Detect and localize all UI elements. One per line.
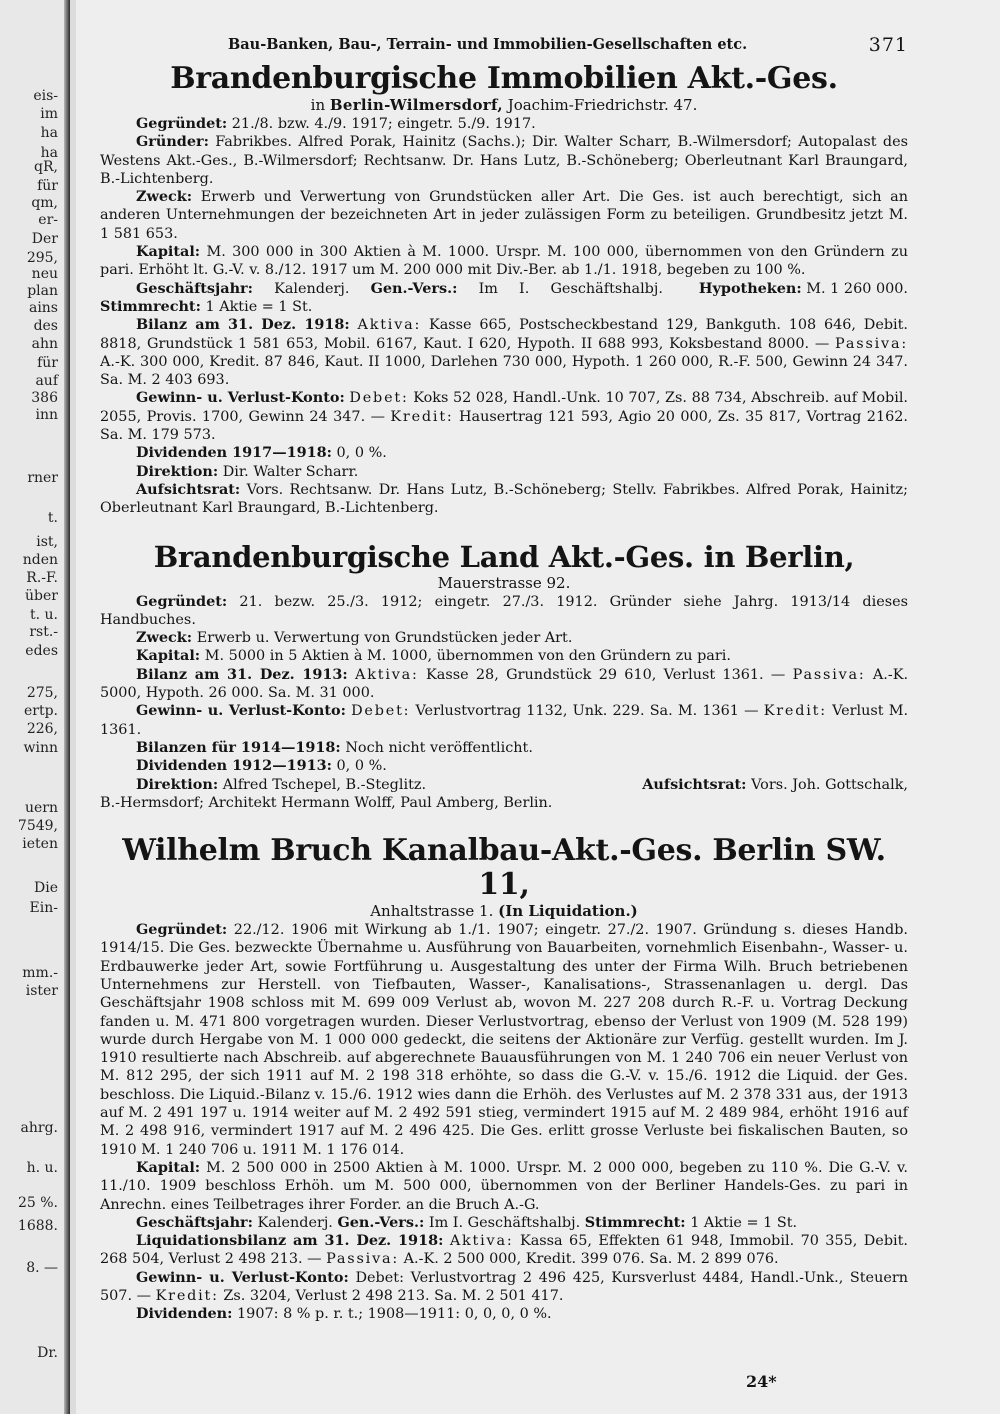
margin-fragment: qR,	[34, 159, 58, 175]
zweck-text: Erwerb und Verwertung von Grundstücken aller Art. Die Ges. ist auch berechtigt, sich an anderen Unternehmungen der bezeichneten Art in jeder zulässigen Form zu beteiligen. Grundbesitz jetzt M. 1 581 653.	[100, 189, 909, 242]
gutter-shadow	[64, 0, 70, 1414]
stimmrecht-label: Stimmrecht:	[584, 1213, 686, 1231]
genvers-text: Im I. Geschäftshalbj.	[478, 280, 663, 297]
guv-entry	[100, 1269, 908, 1306]
margin-fragment: 226,	[26, 721, 58, 737]
aufsichtsrat-entry	[642, 776, 908, 794]
geschaeftsjahr-text: Kalenderj.	[257, 1214, 333, 1231]
margin-fragment: im	[40, 106, 58, 122]
guv-entry	[100, 389, 908, 444]
margin-fragment: 7549,	[17, 818, 58, 834]
margin-fragment: edes	[25, 643, 58, 659]
dividenden-text: 0, 0 %.	[336, 758, 387, 775]
margin-fragment: 1688.	[17, 1218, 58, 1234]
dividenden-entry	[100, 757, 908, 775]
gruender-text: Fabrikbes. Alfred Porak, Hainitz (Sachs.); Dir. Walter Scharr, B.-Wilmersdorf; Autopalast des Westens Akt.-Ges., B.-Wilmersdorf; Rechtsanw. Dr. Hans Lutz, B.-Schöneberg; Oberleutnant Karl Braungard, B.-Lichtenberg.	[100, 134, 908, 187]
bilanz-entry	[100, 316, 908, 389]
direktion-text: Dir. Walter Scharr.	[222, 463, 359, 480]
aufsichtsrat-label: Aufsichtsrat:	[642, 775, 747, 793]
dividenden-label: Dividenden 1917—1918:	[136, 444, 332, 462]
dividenden-entry	[100, 1305, 908, 1323]
direktion-label: Direktion:	[136, 775, 219, 793]
margin-fragment: qm,	[31, 195, 58, 211]
company-title: Brandenburgische Land Akt.-Ges. in Berlin,	[153, 539, 855, 574]
margin-fragment: R.-F.	[26, 570, 58, 586]
margin-fragment: mm.-	[22, 965, 58, 981]
passiva-label: Passiva:	[326, 1251, 400, 1268]
guv-entry	[100, 702, 908, 739]
page-number: 371	[868, 34, 908, 56]
margin-fragment: ister	[25, 983, 58, 999]
debet-label: Debet:	[351, 703, 411, 720]
margin-fragment: ieten	[22, 836, 58, 852]
margin-fragment: 8. —	[26, 1260, 58, 1276]
company-entry-brandenburgische-land	[100, 540, 908, 813]
gegruendet-text: 21./8. bzw. 4./9. 1917; eingetr. 5./9. 1917.	[231, 116, 536, 132]
signature-mark: 24*	[746, 1372, 777, 1391]
hypotheken-label: Hypotheken:	[698, 279, 802, 297]
debet-label: Debet:	[355, 1269, 404, 1286]
zweck-entry	[100, 629, 908, 647]
guv-debet-text: Koks 52 028, Handl.-Unk. 10 707, Zs. 88 734, Abschreib. auf Mobil. 2055, Provis. 1700, Gewinn 24 347. —	[100, 390, 909, 425]
margin-fragment: Der	[31, 231, 58, 247]
hypotheken-text: M. 1 260 000.	[806, 280, 908, 297]
gegruendet-text: 21. bezw. 25./3. 1912; eingetr. 27./3. 1912. Gründer siehe Jahrg. 1913/14 dieses Handbuches.	[100, 593, 908, 628]
geschaeftsjahr-entry	[100, 1214, 908, 1232]
guv-kredit-text: Zs. 3204, Verlust 2 498 213. Sa. M. 2 501 417.	[223, 1288, 564, 1305]
margin-fragment: neu	[31, 266, 58, 282]
hypotheken-entry	[663, 280, 908, 298]
zweck-entry	[100, 188, 908, 243]
company-title: Wilhelm Bruch Kanalbau-Akt.-Ges. Berlin SW. 11,	[122, 833, 886, 903]
margin-fragment: 295,	[26, 250, 58, 266]
page	[76, 0, 1000, 1414]
margin-fragment: ha	[40, 145, 58, 161]
margin-fragment: Die	[34, 880, 58, 896]
zweck-label: Zweck:	[136, 629, 193, 647]
margin-fragment: h. u.	[26, 1160, 58, 1176]
passiva-label: Passiva:	[792, 666, 866, 683]
gegruendet-label: Gegründet:	[136, 592, 228, 610]
geschaeftsjahr-label: Geschäftsjahr:	[136, 1213, 253, 1231]
kredit-label: Kredit:	[763, 703, 827, 720]
gruender-label: Gründer:	[136, 133, 209, 151]
gegruendet-label: Gegründet:	[136, 921, 228, 939]
company-entry-brandenburgische-immobilien	[100, 62, 908, 518]
guv-kredit-text: Hausertrag 121 593, Agio 20 000, Zs. 35 817, Vortrag 2162. Sa. M. 179 573.	[100, 408, 908, 444]
company-address-line	[100, 902, 908, 921]
kapital-text: M. 2 500 000 in 2500 Aktien à M. 1000. Urspr. M. 2 000 000, begeben zu 110 %. Die G.-V. v. 11./10. 1909 beschloss Erhöh. um M. 500 000, übernommen von der Berliner Handels-Ges. zu pari in Anrechn. eines Teilbetrages ihrer Forder. an die Bruch A.-G.	[100, 1159, 908, 1213]
margin-fragment: winn	[23, 740, 58, 756]
margin-fragment: ha	[40, 125, 58, 141]
aufsichtsrat-text: Vors. Rechtsanw. Dr. Hans Lutz, B.-Schöneberg; Stellv. Fabrikbes. Alfred Porak, Hainitz; Oberleutnant Karl Braungard, B.-Lichtenberg.	[100, 481, 908, 517]
guv-debet-text: Verlustvortrag 1132, Unk. 229. Sa. M. 1361 —	[415, 703, 759, 720]
margin-fragment: 25 %.	[17, 1195, 58, 1211]
dividenden-text: 1907: 8 % p. r. t.; 1908—1911: 0, 0, 0, 0 %.	[237, 1306, 552, 1323]
margin-fragment: rner	[27, 470, 58, 486]
kredit-label: Kredit:	[155, 1288, 219, 1305]
bilanz-label: Bilanz am 31. Dez. 1918:	[136, 316, 350, 334]
direktion-entry	[100, 776, 426, 794]
bilanzen-entry	[100, 739, 908, 757]
bilanz-aktiva-text: Kasse 665, Postscheckbestand 129, Bankguth. 108 646, Debit. 8818, Grundstück 1 581 653, Mobil. 6167, Kaut. I 620, Hypoth. II 688 993, Koksbestand 8000. —	[100, 317, 909, 352]
gegruendet-entry	[100, 593, 908, 630]
genvers-label: Gen.-Vers.:	[337, 1213, 425, 1231]
margin-fragment: er-	[38, 212, 58, 228]
gruender-entry	[100, 133, 908, 188]
location-city: Berlin-Wilmersdorf,	[329, 96, 503, 114]
margin-fragment: t.	[47, 510, 58, 526]
kapital-label: Kapital:	[136, 1158, 201, 1176]
running-head	[100, 30, 908, 56]
liquidationsbilanz-label: Liquidationsbilanz am 31. Dez. 1918:	[136, 1232, 444, 1250]
stimmrecht-text: 1 Aktie = 1 St.	[205, 298, 313, 315]
aktiva-label: Aktiva:	[355, 666, 419, 683]
aufsichtsrat-label: Aufsichtsrat:	[136, 480, 241, 498]
margin-fragment: ahn	[31, 336, 58, 352]
debet-label: Debet:	[349, 390, 409, 407]
margin-fragment: plan	[27, 283, 58, 299]
genvers-text: Im I. Geschäftshalbj.	[428, 1214, 581, 1231]
margin-fragment: rst.-	[29, 624, 58, 640]
margin-fragment: für	[37, 355, 58, 371]
margin-fragment: für	[37, 178, 58, 194]
company-entry-wilhelm-bruch	[100, 834, 908, 1324]
company-title: Brandenburgische Immobilien Akt.-Ges.	[170, 61, 838, 96]
location-prefix: in	[310, 96, 326, 114]
margin-fragment: Dr.	[37, 1345, 58, 1361]
company-location	[100, 96, 908, 115]
margin-fragment: 386	[31, 390, 58, 406]
zweck-text: Erwerb u. Verwertung von Grundstücken jeder Art.	[196, 630, 573, 647]
margin-fragment: über	[25, 588, 58, 604]
liquid-passiva-text: A.-K. 2 500 000, Kredit. 399 076. Sa. M. 2 899 076.	[403, 1251, 779, 1268]
bilanzen-text: Noch nicht veröffentlicht.	[345, 739, 533, 756]
dividenden-entry	[100, 444, 908, 462]
direktion-text: Alfred Tschepel, B.-Steglitz.	[222, 776, 427, 793]
margin-fragment: ertp.	[23, 703, 58, 719]
margin-fragment: 275,	[26, 685, 58, 701]
kapital-label: Kapital:	[136, 647, 201, 665]
company-address: Mauerstrasse 92.	[437, 573, 571, 592]
dividenden-text: 0, 0 %.	[336, 445, 387, 462]
liquidationsbilanz-entry	[100, 1232, 908, 1269]
margin-fragment: inn	[35, 407, 58, 423]
margin-fragment: uern	[24, 800, 58, 816]
bilanz-passiva-text: A.-K. 300 000, Kredit. 87 846, Kaut. II 1000, Darlehen 730 000, Hypoth. 1 260 000, R.-F. 500, Gewinn 24 347. Sa. M. 2 403 693.	[100, 353, 908, 389]
kapital-text: M. 5000 in 5 Aktien à M. 1000, übernommen von den Gründern zu pari.	[204, 648, 731, 665]
gegruendet-entry	[100, 115, 908, 133]
stimmrecht-label: Stimmrecht:	[100, 297, 201, 315]
gegruendet-text: 22./12. 1906 mit Wirkung ab 1./1. 1907; eingetr. 27./2. 1907. Gründung s. dieses Handb. 1914/15. Die Ges. bezweckte Übernahme u. Ausführung von Bauarbeiten, vornehmlich Eisenbahn-, Wasser- u. Erdbauwerke jeder Art, sowie Fortführung u. Ausgestaltung des unter der Firma Wilh. Bruch betriebenen Unternehmens zur Herstell. von Tiefbauten, Wasser-, Kanalisations-, Strassenanlagen u. dergl. Das Geschäftsjahr 1908 schloss mit M. 699 009 Verlust ab, wovon M. 227 208 durch R.-F. u. Vortrag Deckung fanden u. M. 471 800 vorgetragen wurden. Dieser Verlustvortrag, ebenso der Verlust von 1909 (M. 528 199) wurde durch Hergabe von M. 1 000 000 gedeckt, die seitens der Aktionäre zur Verfüg. gestellt wurden. Im J. 1910 resultierte nach Abschreib. auf abgerechnete Bauausführungen von M. 1 240 706 ein neuer Verlust von M. 812 295, der sich 1911 auf M. 2 198 318 erhöhte, so dass die G.-V. v. 15./6. 1912 die Liquid. der Ges. beschloss. Die Liquid.-Bilanz v. 15./6. 1912 wies dann die Erhöh. des Verlustes auf M. 2 378 331 aus, der 1913 auf M. 2 491 197 u. 1914 weiter auf M. 2 492 591 stieg, vermindert 1915 auf M. 2 489 984, erhöht 1916 auf M. 2 498 916, vermindert 1917 auf M. 2 496 425. Die Ges. erlitt grosse Verluste bei fiskalischen Bauten, so 1910 M. 1 240 706 u. 1911 M. 1 176 014.	[100, 922, 909, 1158]
liquidation-status: (In Liquidation.)	[498, 902, 638, 921]
company-address: Anhaltstrasse 1.	[370, 902, 494, 921]
guv-label: Gewinn- u. Verlust-Konto:	[136, 1268, 349, 1286]
direktion-aufsichtsrat-row	[100, 776, 908, 794]
kapital-entry	[100, 647, 908, 665]
margin-fragment: Ein-	[29, 900, 58, 916]
kapital-text: M. 300 000 in 300 Aktien à M. 1000. Urspr. M. 100 000, übernommen von den Gründern zu pari. Erhöht lt. G.-V. v. 8./12. 1917 um M. 200 000 mit Div.-Ber. ab 1./1. 1918, begeben zu 100 %.	[100, 244, 908, 279]
bilanz-aktiva-text: Kasse 28, Grundstück 29 610, Verlust 1361. —	[425, 666, 786, 683]
dividenden-label: Dividenden 1912—1913:	[136, 757, 332, 775]
margin-fragment: ains	[28, 300, 58, 316]
geschaeftsjahr-text: Kalenderj.	[274, 280, 350, 297]
dividenden-label: Dividenden:	[136, 1305, 233, 1323]
bilanz-passiva-text: A.-K. 5000, Hypoth. 26 000. Sa. M. 31 000.	[100, 666, 909, 702]
margin-fragment: ist,	[36, 534, 58, 550]
kapital-label: Kapital:	[136, 243, 201, 261]
geschaeftsjahr-label: Geschäftsjahr:	[136, 279, 253, 297]
bilanz-label: Bilanz am 31. Dez. 1913:	[136, 665, 348, 683]
liquid-aktiva-text: Kassa 65, Effekten 61 948, Immobil. 70 355, Debit. 268 504, Verlust 2 498 213. —	[100, 1233, 908, 1268]
guv-debet-text: Verlustvortrag 2 496 425, Kursverlust 4484, Handl.-Unk., Steuern 507. —	[100, 1269, 909, 1305]
aufsichtsrat-continued: B.-Hermsdorf; Architekt Hermann Wolff, Paul Amberg, Berlin.	[100, 794, 553, 811]
zweck-label: Zweck:	[136, 188, 193, 206]
guv-label: Gewinn- u. Verlust-Konto:	[136, 389, 345, 407]
margin-fragment: nden	[22, 552, 58, 568]
location-address: Joachim-Friedrichstr. 47.	[507, 96, 698, 114]
bilanzen-label: Bilanzen für 1914—1918:	[136, 738, 341, 756]
aufsichtsrat-entry	[100, 481, 908, 518]
gegruendet-label: Gegründet:	[136, 115, 228, 132]
facing-page-margin	[0, 0, 70, 1414]
kredit-label: Kredit:	[390, 408, 454, 425]
margin-fragment: t. u.	[30, 607, 58, 623]
aktiva-label: Aktiva:	[357, 317, 422, 334]
margin-fragment: auf	[35, 373, 58, 389]
gegruendet-entry	[100, 921, 908, 1159]
guv-label: Gewinn- u. Verlust-Konto:	[136, 702, 346, 720]
passiva-label: Passiva:	[835, 335, 908, 352]
page-content	[100, 30, 908, 1324]
aktiva-label: Aktiva:	[449, 1233, 514, 1250]
running-title: Bau-Banken, Bau-, Terrain- und Immobilien-Gesellschaften etc.	[228, 36, 748, 53]
bilanz-entry	[100, 666, 908, 703]
direktion-entry	[100, 463, 908, 481]
margin-fragment: ahrg.	[20, 1120, 58, 1136]
margin-fragment: des	[33, 318, 58, 334]
stimmrecht-text: 1 Aktie = 1 St.	[690, 1214, 798, 1231]
guv-kredit-text: Verlust M. 1361.	[100, 703, 909, 738]
aufsichtsrat-text: Vors. Joh. Gottschalk,	[751, 776, 908, 793]
margin-fragment: eis-	[33, 88, 58, 104]
direktion-label: Direktion:	[136, 462, 219, 480]
kapital-entry	[100, 1159, 908, 1214]
genvers-label: Gen.-Vers.:	[370, 279, 458, 297]
